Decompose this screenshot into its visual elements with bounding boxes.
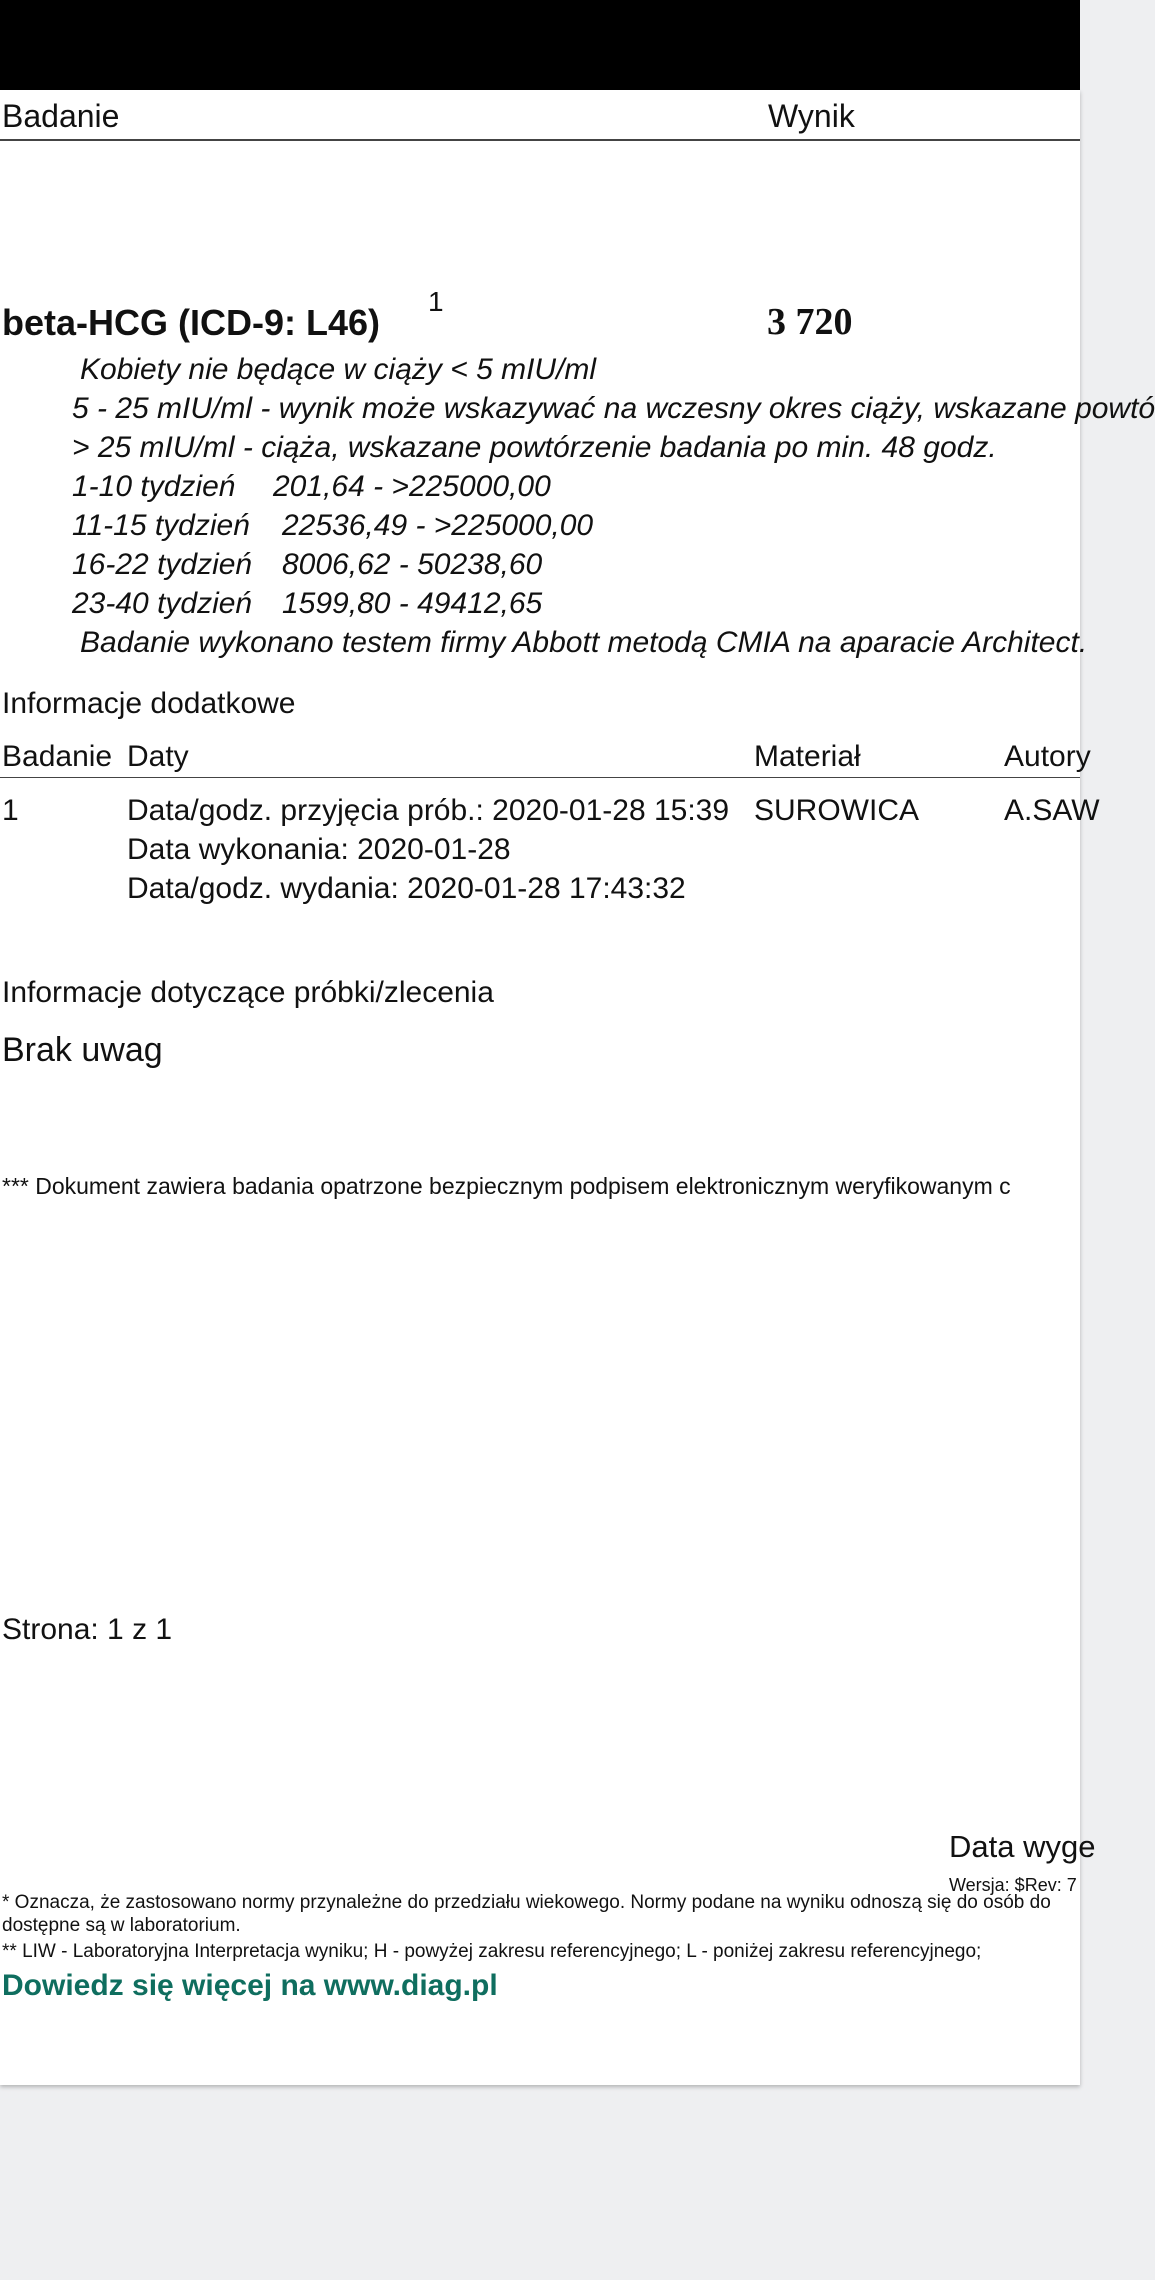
reference-line: > 25 mIU/ml - ciąża, wskazane powtórzenie badania po min. 48 godz. (72, 431, 997, 464)
material-value: SUROWICA (754, 794, 919, 827)
reference-line: 5 - 25 mIU/ml - wynik może wskazywać na wczesny okres ciąży, wskazane powtó (72, 392, 1155, 425)
author-value: A.SAW (1004, 794, 1100, 827)
test-result-value: 3 720 (767, 301, 853, 343)
week-range-label: 23-40 tydzień (72, 587, 253, 620)
page-number: Strona: 1 z 1 (2, 1613, 173, 1646)
week-range-value: 22536,49 - >225000,00 (282, 509, 594, 542)
document-page (0, 90, 1155, 2085)
footnote-liw: ** LIW - Laboratoryjna Interpretacja wyniku; H - powyżej zakresu referencyjnego; L - poniżej zakresu referencyjnego; (2, 1941, 982, 1962)
week-range-value: 1599,80 - 49412,65 (282, 587, 543, 620)
sample-info-note: Brak uwag (2, 1031, 163, 1069)
column-header-author: Autory (1004, 740, 1091, 773)
signature-note: *** Dokument zawiera badania opatrzone bezpiecznym podpisem elektronicznym weryfikowanym c (2, 1173, 1011, 1199)
week-range-value: 8006,62 - 50238,60 (282, 548, 543, 581)
table-header-divider (0, 777, 1080, 778)
date-received: Data/godz. przyjęcia prób.: 2020-01-28 15:39 (127, 794, 730, 827)
additional-info-title: Informacje dodatkowe (2, 687, 296, 720)
header-result-label: Wynik (768, 98, 855, 134)
column-header-dates: Daty (127, 740, 189, 773)
sample-info-title: Informacje dotyczące próbki/zlecenia (2, 976, 494, 1009)
test-footnote-marker: 1 (428, 286, 444, 317)
footnote-age-norms-cont: dostępne są w laboratorium. (2, 1915, 241, 1936)
week-range-label: 11-15 tydzień (72, 509, 250, 542)
header-test-label: Badanie (2, 98, 120, 134)
date-performed: Data wykonania: 2020-01-28 (127, 833, 511, 866)
method-note: Badanie wykonano testem firmy Abbott metodą CMIA na aparacie Architect. (80, 626, 1088, 659)
version-label: Wersja: $Rev: 7 (949, 1875, 1077, 1895)
week-range-value: 201,64 - >225000,00 (273, 470, 551, 503)
generated-date: Data wyge (949, 1829, 1096, 1864)
reference-line: Kobiety nie będące w ciąży < 5 mIU/ml (80, 353, 597, 386)
date-issued: Data/godz. wydania: 2020-01-28 17:43:32 (127, 872, 686, 905)
header-divider (0, 139, 1080, 141)
row-test-id: 1 (2, 794, 19, 827)
diag-website-link[interactable]: Dowiedz się więcej na www.diag.pl (2, 1969, 498, 2002)
column-header-test: Badanie (2, 740, 113, 773)
test-name: beta-HCG (ICD-9: L46) (2, 302, 381, 343)
week-range-label: 1-10 tydzień (72, 470, 236, 503)
week-range-label: 16-22 tydzień (72, 548, 253, 581)
top-bar (0, 0, 1080, 90)
column-header-material: Materiał (754, 740, 861, 773)
footnote-age-norms: * Oznacza, że zastosowano normy przynależne do przedziału wiekowego. Normy podane na wyniku odnoszą się do osób do (2, 1892, 1051, 1913)
